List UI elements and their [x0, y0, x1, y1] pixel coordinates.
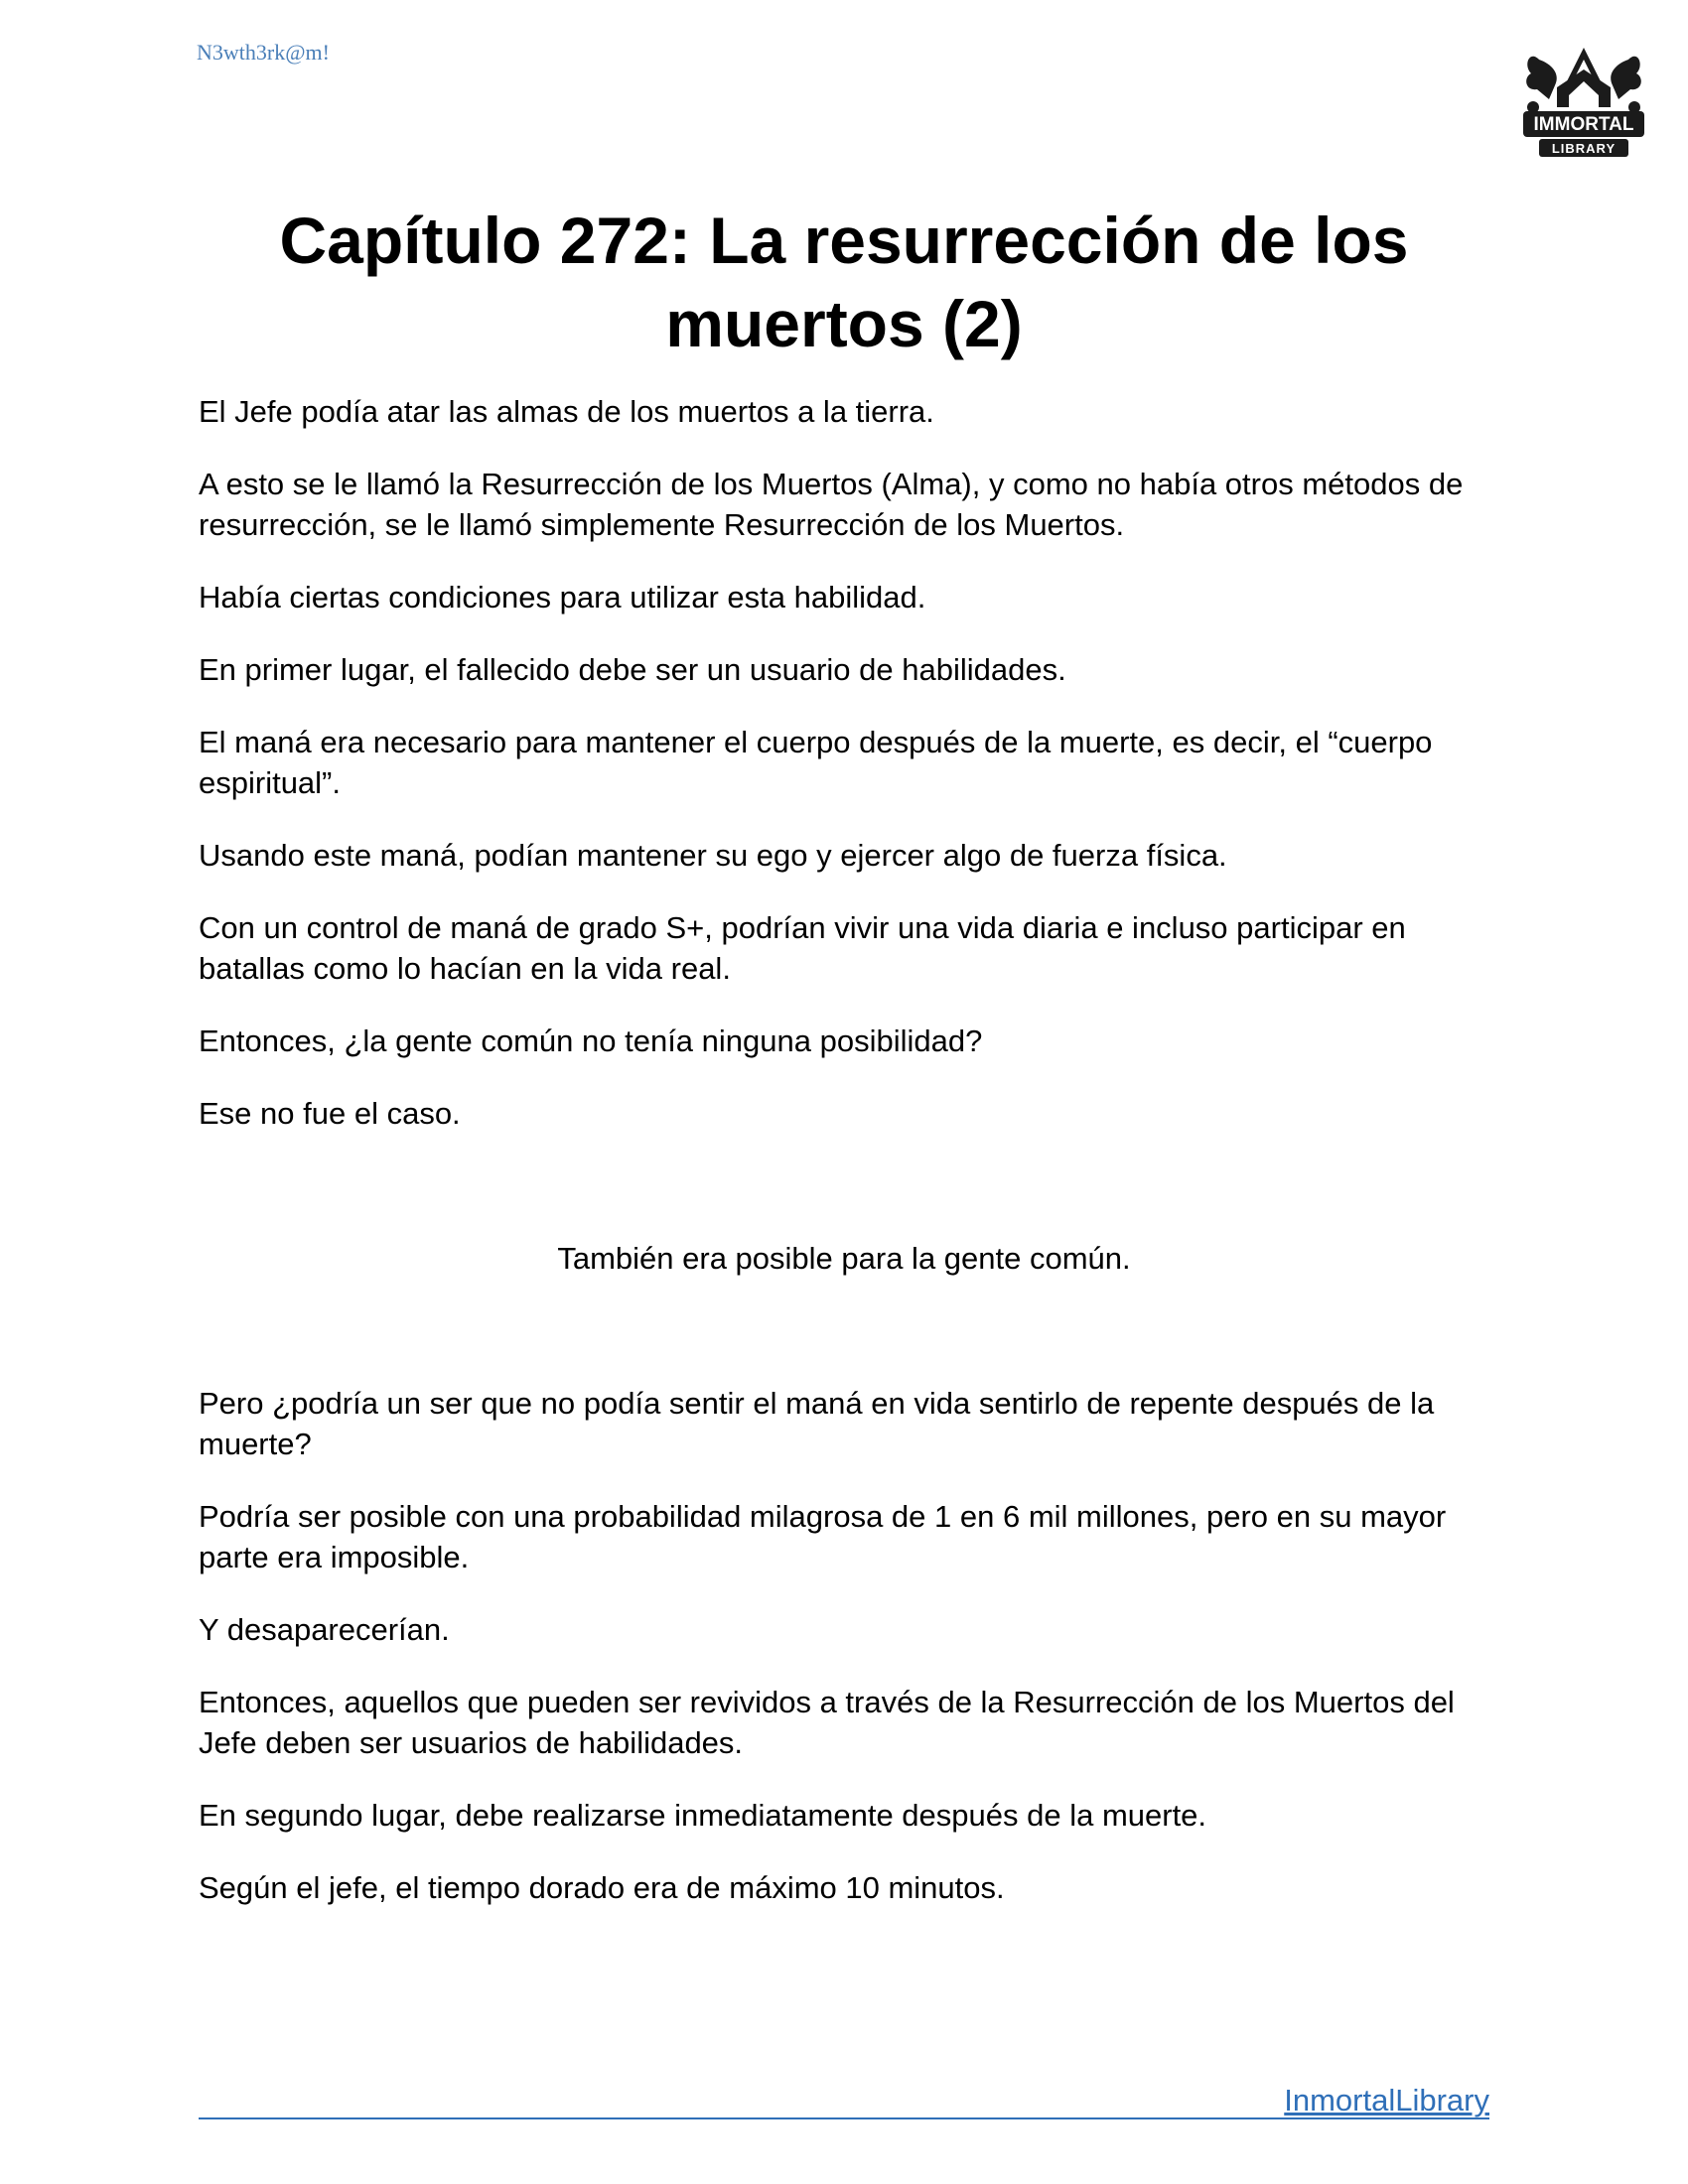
paragraph: Ese no fue el caso.	[199, 1096, 461, 1131]
spacer	[199, 1165, 1489, 1238]
paragraph: Podría ser posible con una probabilidad milagrosa de 1 en 6 mil millones, pero en su mayor parte era imposible.	[199, 1499, 1447, 1574]
paragraph: Usando este maná, podían mantener su ego y ejercer algo de fuerza física.	[199, 838, 1227, 873]
spacer	[199, 1310, 1489, 1383]
header-tag: N3wth3rk@m!	[197, 40, 330, 65]
logo-text-top: IMMORTAL	[1533, 114, 1634, 135]
paragraph: Entonces, aquellos que pueden ser revividos a través de la Resurrección de los Muertos del Jefe deben ser usuarios de habilidades.	[199, 1685, 1455, 1760]
footer-link[interactable]: InmortalLibrary	[1284, 2083, 1489, 2117]
paragraph: Entonces, ¿la gente común no tenía ninguna posibilidad?	[199, 1024, 983, 1058]
chapter-title: Capítulo 272: La resurrección de los muertos (2)	[279, 204, 1409, 360]
paragraph: Con un control de maná de grado S+, podrían vivir una vida diaria e incluso participar en batallas como lo hacían en la vida real.	[199, 910, 1406, 986]
centered-paragraph: También era posible para la gente común.	[557, 1241, 1131, 1276]
paragraph: A esto se le llamó la Resurrección de los Muertos (Alma), y como no había otros métodos de resurrección, se le llamó simplemente Resurrección de los Muertos.	[199, 467, 1464, 542]
chapter-body	[199, 391, 1489, 1940]
paragraph: Pero ¿podría un ser que no podía sentir el maná en vida sentirlo de repente después de la muerte?	[199, 1386, 1435, 1461]
paragraph: El maná era necesario para mantener el cuerpo después de la muerte, es decir, el “cuerpo espiritual”.	[199, 725, 1433, 800]
immortal-library-logo	[1509, 30, 1658, 169]
paragraph: Según el jefe, el tiempo dorado era de máximo 10 minutos.	[199, 1870, 1005, 1905]
paragraph: Y desaparecerían.	[199, 1612, 450, 1647]
paragraph: El Jefe podía atar las almas de los muertos a la tierra.	[199, 394, 934, 429]
paragraph: En primer lugar, el fallecido debe ser un usuario de habilidades.	[199, 652, 1066, 687]
footer-divider	[199, 2117, 1489, 2119]
paragraph: Había ciertas condiciones para utilizar esta habilidad.	[199, 580, 926, 614]
paragraph: En segundo lugar, debe realizarse inmediatamente después de la muerte.	[199, 1798, 1207, 1833]
logo-text-bottom: LIBRARY	[1551, 141, 1617, 156]
